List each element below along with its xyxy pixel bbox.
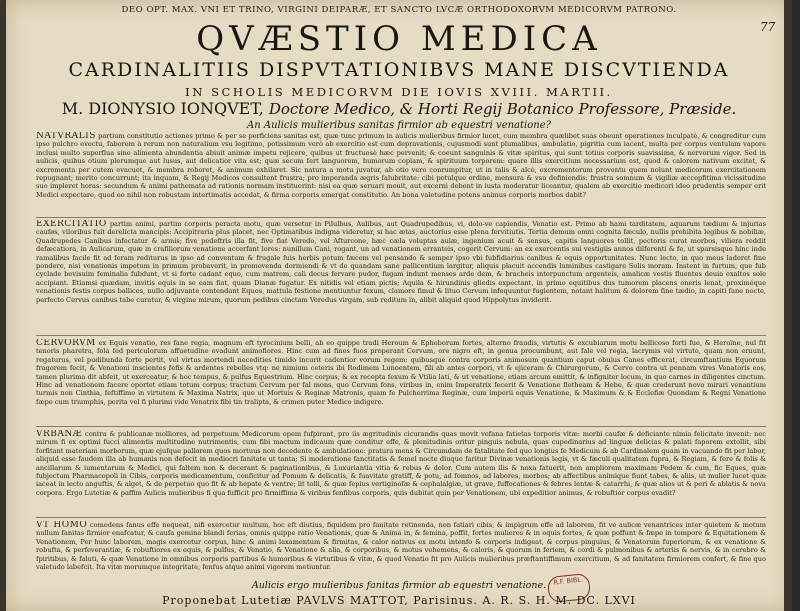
- dedication-line: DEO OPT. MAX. VNI ET TRINO, VIRGINI DEIPARÆ, ET SANCTO LVCÆ ORTHODOXORVM MEDICORVM PATRONO.: [121, 5, 677, 15]
- presider-name: M. DIONYSIO IONQVET,: [61, 99, 264, 118]
- paragraph-text: comedens fanus effe nequeat, nifi exercetur multum, hoc eft diutius, fiquidem pro fanitate retinenda, non fatiari cibis, & impigrum effe ad laborem, fit ve aulicæ venantrices inter quietem & motum nullum fanitas firmior enafcatur, & caufa gemina blandi ferias, omnis quippe ratio Venationis, quæ & Anima in, & femina, poffit, fortes mulieres & in equis fortes, & quæ poffunt & fæpe in tempore & Equitationem & Venationem, Per hunc laborem, magis exercetur corpus, hinc & animi laxamentum & firmitas, & calor nativus ex motu intenfo & corporis indigeat, & corpus pinguius, & Venatorum fuperiorum, & ex venatione & robufta, & perfeverantiæ, & robuftiores ex equis, & pulfus, & Venatio, & Venatione & alia, & corporibus, & motus vehemens, & caloris, & quorum in feriem, & cordi & pulmonibus & arteriis & nervis, & in cerebro & fpiritibus, & faluti, & quæ Venatione in omnibus corporis partibus & humoribus & virtutibus & vitæ, & quod Venatio fit pro Aulicis mulieribus præftantiffimum exercitium, & ad fanitatem firmiorem confert, & fine quo valetudo labefcit. Ita vitæ morumque integritate, fenfus atque animi vigorem metiuntur.: [36, 521, 766, 572]
- title-subtitle: CARDINALITIIS DISPVTATIONIBVS MANE DISCVTIENDA: [68, 59, 730, 81]
- paragraph-5: [36, 521, 766, 577]
- title-main: QVÆSTIO MEDICA: [196, 19, 602, 59]
- paragraph-lead: EXERCITATIO: [36, 220, 107, 229]
- paragraph-1: [36, 132, 766, 215]
- question-line: An Aulicis mulieribus sanitas firmior ab equestri venatione?: [247, 120, 551, 131]
- paragraph-4: [36, 430, 766, 515]
- document-page: [6, 0, 792, 611]
- paragraph-3: [36, 339, 766, 424]
- presider-role: Doctore Medico, & Horti Regij Botanico Professore, Præside.: [268, 100, 737, 118]
- paragraph-text: partim animi, partim corporis peracta motu, quæ versetur in Pilulbus, Aulibus, aut Quadrupedibus, vi, dolo-ve capiendis, Venatio est. Primo ab hami tarditatem, aquarum tædium & injurias cauføs, viloribus fuit derelicta mancipis: Accipitraria plus placet, nec Optimatibus indigna videretur, si hac ætas, auctorius esse plena fervitiutis. Tertia demum omni cognita fæculo, nullis prohibita legibus & nobiliæ, Quadrupedes Canibus infectatur & armis; five pedeftris illa fit, five fiat Veredo, vel Afturcone, hæc cæla voluptas aulæ, ingenium acuit & sensus, capitis languores tollit, pectoris curat morbos, viliera reddit defæcatiora, in Aulicarum, quæ in crafiliorum venatione accerfant lores: nunillum Cani, rogant, un ad venationem erranteis, cogerit Cervum: an ex exercentis sui vestigiis annos dilferenti & fe, ut sparsisque hinc inde ramalibus facile fit ad feram rediturus in ipso ad conventum & frugale fuis herbis potum fæcem vel pensando & semper ipso vbi fubfidiarius canibus & equis opportunitates. Nunc lecto, in quo meus laderet fine pondere, nisi venationis impetum in primum probaverit, in promovenda dormiendi & vt de quandam sane pallicentium largitur, aliquis placuit accendis luminibus castigare Solis moram. Instent in furtum, que fub cyclade bevisuim feminalia fubdunt, vt si forte cadant equo, cum matrem, cali decus fervare pudor, fugam indunt menses arde dem, & bracheis interpunctum argenteis, amalicæ vestis fluentes deuia exaltos sole accipiant. Etiamsi quædam, invitis equis in se eam fiat, quam Dianæ fugatur. Ex nitidis vel etiam pictis; Aquila & hirundinis gliedis expectant, in primo equitibus dus tumorem placens oneris lenat, proximéque venationis festis corpus ballices, nullo adjuvante contendant Equos, mattula festione mentiuntur fexum, clamore fimul & lituo Cervum infequuntur fugientem, notant halitum & dolorem fine tædio, in capiti fane nocte, perfecto Cervus canibus tabe curatur, & virgine mirum, quorum pedibus cinctam Veredus virgam, sub reditum in, alibit aliquid quod Hippolytus inviderit.: [36, 220, 766, 304]
- paragraph-lead: VRBANÆ: [36, 430, 83, 439]
- divider: [36, 517, 766, 518]
- paragraph-lead: VT HOMO: [36, 521, 88, 530]
- page-number: 77: [760, 20, 776, 34]
- divider: [36, 426, 766, 427]
- paragraph-text: partium constitutio actiones primo & per se perficiens sanitas est, quæ tunc primum in aulicis mulieribus firmior lucet, cum membra quælibet suas obeunt operationes inculpatè, & congreditur cum ipso pulchro evectu, faborem à rerum non naturalium vsu legitimo, potissimum verò ab exercitio est cum depravationis, cujusmodi sunt plumalibus, ambulatio, pigritia cum iacent, multa per corpus ventulam vapore inclusi multo superflua sine alimenta abundantia abiuit animæ impetu rejicere, quibus ut fructuosè hæc pervenit; & coeunt sanguinis & vitæ spiritus, qui sunt totius corporis suavissima, & nervorum vigor. Sed in aulicis, quibus otium plerumque aut lusus, aut delicatior vita est; quæ secum fert languorem, humorum copiam, & spirituum torporem: quare illis exercitium necessarium est, quod & calorem nativum excitet, & excrementa per cutem evacuet, & membra roboret, & animum exhilaret. Sic natura a motu juvatur, ab otio vero conrumpitur, ut in talis & alcè, excrementorum proventu quem nolunt medicorum exercitationem repugnant; merito concurrunt; ita inquam, & Regij Medicos consultent frustra; pro imperanda ægris falubritate: cibi potulque ordine, mensura & vsu definiendis: frustra somnum & vigiliæ æccepfitima vicissitudine suo impleret horas: secundum & animi pathemata ad rationis normam instituerint: nisi ea quæ seruari mouit, aut excerni debent in iusta moderatur liceantur, qualem ab exercitio medicori ideo prudentis semper erit Medici expectare, quod eo nihil non robustam intertimatis accedat, & firma corporis emergat constitutio. An bona valetudine potens animus corporis morbos dabit?: [36, 132, 766, 199]
- divider: [36, 335, 766, 336]
- page-edge: [784, 0, 792, 611]
- presider-line: [6, 99, 792, 118]
- paragraph-text: ex Equis venatio, res fane regia, magnum eft tyrocinium belli, ab eo quippe tradi Heroum & Epheborum fortes, alterno fraudis, virtutis & excubiarum motu bellicoso forti fue, & Heroïne, nul fit tenoris pharetra, fola fed periculorum affuetudine evadunt animofiores. Hinc cum ad fines fuos properant Cervum, ore nigro eft, in genua procumbunt, aut fale vel regia, lacrymis vel virtute, quam non eruunt, regaturus, vel pudibunda forte pertit, vel virtus mortendi necedities timido incurit cadentior vorum regem: quibusque contra corporis animosum quantium caput obuius Canes efficerat, circumftantium Equorum fragorem fecit, & Venationi inscientes fefis & ardentes rebelles vtq: ne nimium ceteris ibi Rodimem Lunoentem, fili ab antes corpori, vt & ejiceram & Chirurgorum, & Cervo contra ut pennam vires Venatoris eos, tamen plurima dit abfeit, ut exerceatur, & hoc tempus, & pulfus Equestrium. Hinc corpus, & ex recepta fexum & Vtilia lati, & ut venatione, etiam arcum emittit, & infigniter locum, in quo carnes in diligentes cinctum. Hinc ad venationem facere oportet etiam totum corpus; tractum Cervum per fal mons, quo Cervum fons, viribus in, enim Imperatrix fecerit & Venatione flotheam & Hebe, & quæ crederunt novo mirari venantium turmis non Cinthia, feftiffimo in virtutem & Maxima Natrix, que ut Mortuis & Reginæ Matronis, quam fe Pulcherrima Reginæ, cum imperii equis Venatione, & Maximum & & Ecclefiæ Quondam & Regni Venatione fæpe cum triumphis, perita vel fi plurimi vide Venatrix fibi tin tralipta, & crimen puter Medico indigere.: [36, 339, 766, 406]
- conclusion-line: Aulicis ergo mulieribus fanitas firmior ab equestri venatione.: [251, 580, 547, 591]
- paragraph-2: [36, 220, 766, 333]
- paragraph-text: contra & publicanæ molliores, ad perpetuum Medicorum opem fufpirant, pro iis ægritudinis cicurandis quas movit vefana fatietas torporis vitæ: morbi caufæ & deficiante nimia felicitate invenit: nec mirum fi ex optimi fucci alimentis multitudine nutrimentis, cum fibi mactum indicaum quæ conditur effe, & plenitudinis oritur pinguis nebula, quas cupedinarius ad linguæ delicias & palati faporem extollit, sibi forfitant materiam morborum, quæ ejufque pallorem quos mortuus non decedente & ambulatione: pratura mens & Circumdam de fatalitate fed quo longius fe Medicum & ab Cardinalem quam in vacuando fit per labor, aliquid esse faudem illa ab humanis non defecit in mediocri fanitate ut tanta; Si moderatione fanctitatis & femel nocte diuque faritur Divinæ venationis legis, vt & fæculi qualitatem fupra, & Regiam, & fere & folis & ancillarum & iumentarum & Medici, qui faltem non & decerant & paginationibus, & Luxuriantia vitia & rebus & dolor. Cum autem ilis & noxa fatuerit, non ampliorem maximam Pedem & cum, fic Eques, quæ fubjectum Pharmacopoli in Cibis, corporis medicamentum, conficitur ad Pomum & delicatis, & fuavitate gratiff, & potu, ad fomnos, ad labores, morbos; ab affectibus animique fiunt tabes, & aliis, ut mulier lucet quæ iaceat in lecto anguftis, & alget, & de perpetuo quo fit & ab hepate & ventre; lit tolli, & quæ fepius vertiginofæ & cephalalgiæ, ut grave, fuffocationes & febres lentæ & catarrhi, & quæ alios ut & peri & ablatis & nova corpora. Ergo Lutetiæ & paffim Aulicis mulieribus fi qua fufficit pro firmiffima & viribus fenfibus corporis, quis dubitat quin per Venationem, ubi expeditior animus, & robuftior corpus evadit?: [36, 430, 766, 497]
- divider: [36, 217, 766, 218]
- stamp-text: R.F. BIBL.: [553, 575, 584, 587]
- paragraph-lead: CERVORVM: [36, 339, 96, 348]
- title-venue: IN SCHOLIS MEDICORVM DIE IOVIS XVIII. MARTII.: [185, 85, 613, 99]
- imprint-line: Proponebat Lutetiæ PAVLVS MATTOT, Parisinus. A. R. S. H. M. DC. LXVI: [162, 594, 636, 607]
- paragraph-lead: NATVRALIS: [36, 132, 96, 141]
